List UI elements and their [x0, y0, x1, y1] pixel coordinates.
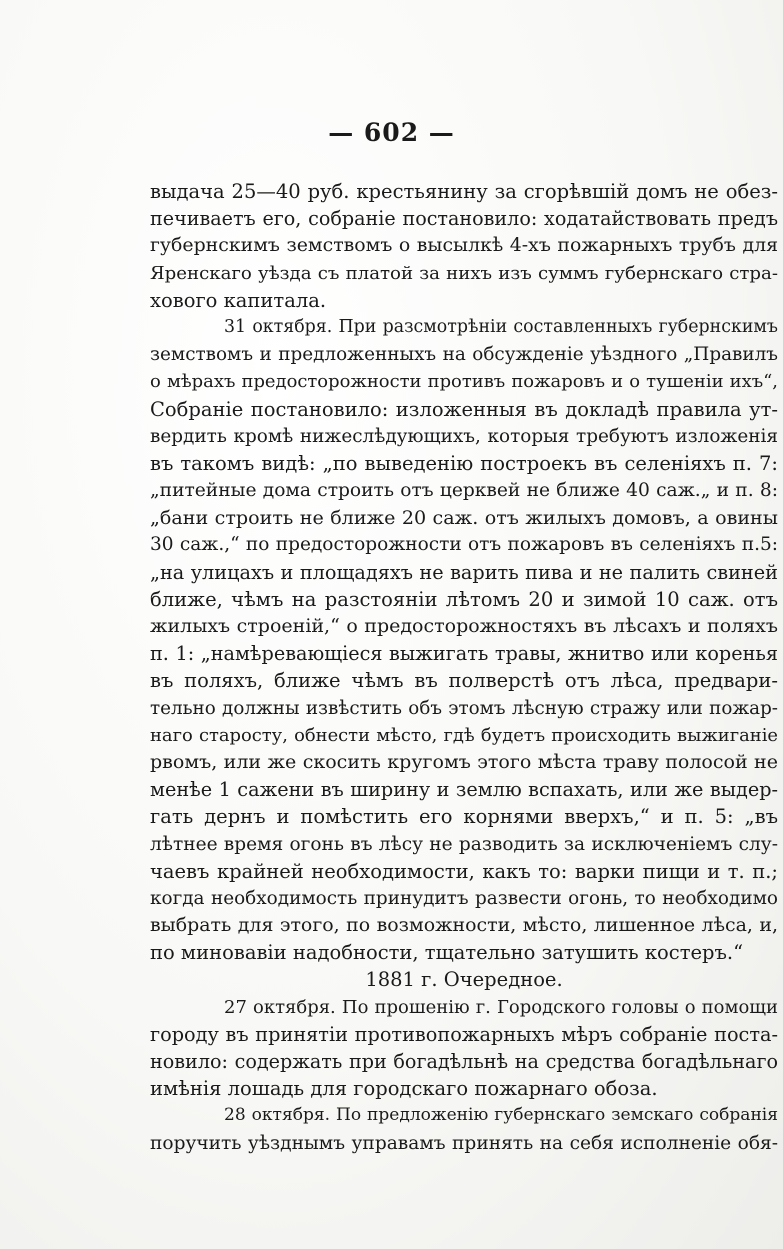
- body-text: [150, 178, 778, 1157]
- text-line: въ поляхъ, ближе чѣмъ въ полверстѣ отъ лѣса, предвари-: [150, 669, 778, 693]
- page-number: — 602 —: [328, 118, 455, 147]
- text-line: тельно должны извѣстить объ этомъ лѣсную стражу или пожар-: [150, 697, 778, 719]
- text-line: чаевъ крайней необходимости, какъ то: варки пищи и т. п.;: [150, 859, 778, 883]
- text-line: губернскимъ земствомъ о высылкѣ 4-хъ пожарныхъ трубъ для: [150, 234, 778, 257]
- text-line: выбрать для этого, по возможности, мѣсто, лишенное лѣса, и,: [150, 914, 778, 937]
- text-line: хового капитала.: [150, 288, 327, 312]
- text-line: наго старосту, обнести мѣсто, гдѣ будетъ происходить выжиганіе: [150, 724, 778, 746]
- text-line: рвомъ, или же скосить кругомъ этого мѣста траву полосой не: [150, 750, 778, 773]
- text-line: лѣтнее время огонь въ лѣсу не разводить за исключеніемъ слу-: [150, 833, 778, 855]
- text-line: 28 октября. По предложенію губернскаго земскаго собранія: [224, 1105, 778, 1126]
- text-line: менѣе 1 сажени въ ширину и землю вспахать, или же выдер-: [150, 778, 778, 802]
- text-line: выдача 25—40 руб. крестьянину за сгорѣвшій домъ не обез-: [150, 180, 778, 203]
- text-line: новило: содержать при богадѣльнѣ на средства богадѣльнаго: [150, 1050, 778, 1073]
- text-line: по миновавіи надобности, тщательно затушить костеръ.“: [150, 941, 744, 965]
- text-line: Яренскаго уѣзда съ платой за нихъ изъ суммъ губернскаго стра-: [150, 262, 778, 284]
- text-line: земствомъ и предложенныхъ на обсужденіе уѣздного „Правилъ: [150, 344, 778, 366]
- text-line: 27 октября. По прошенію г. Городского головы о помощи: [224, 996, 778, 1018]
- text-line: „бани строить не ближе 20 саж. отъ жилыхъ домовъ, а овины: [150, 506, 778, 530]
- text-line: въ такомъ видѣ: „по выведенію построекъ въ селеніяхъ п. 7:: [150, 451, 778, 475]
- text-line: ближе, чѣмъ на разстояніи лѣтомъ 20 и зимой 10 саж. отъ: [150, 587, 778, 611]
- text-line: п. 1: „намѣревающіеся выжигать травы, жнитво или коренья: [150, 642, 778, 666]
- text-line: о мѣрахъ предосторожности противъ пожаровъ и о тушеніи ихъ“,: [150, 371, 778, 393]
- text-line: „на улицахъ и площадяхъ не варить пива и не палить свиней: [150, 560, 778, 584]
- text-line: жилыхъ строеній,“ о предосторожностяхъ въ лѣсахъ и поляхъ: [150, 615, 778, 637]
- text-line: когда необходимость принудитъ развести огонь, то необходимо: [150, 887, 778, 909]
- text-line: гать дернъ и помѣстить его корнями вверхъ,“ и п. 5: „въ: [150, 805, 778, 829]
- text-line: вердить кромѣ нижеслѣдующихъ, которыя требуютъ изложенія: [150, 425, 778, 447]
- text-line: имѣнія лошадь для городскаго пожарнаго обоза.: [150, 1077, 658, 1101]
- section-heading: 1881 г. Очередное.: [365, 968, 563, 992]
- text-line: печиваетъ его, собраніе постановило: ходатайствовать предъ: [150, 207, 778, 231]
- text-line: поручить уѣзднымъ управамъ принять на себя исполненіе обя-: [150, 1132, 778, 1154]
- text-line: 31 октября. При разсмотрѣніи составленныхъ губернскимъ: [224, 316, 778, 337]
- text-line: 30 саж.,“ по предосторожности отъ пожаровъ въ селеніяхъ п.5:: [150, 534, 778, 556]
- text-line: Собраніе постановило: изложенныя въ докладѣ правила ут-: [150, 397, 778, 421]
- text-line: городу въ принятіи противопожарныхъ мѣръ собраніе поста-: [150, 1022, 778, 1046]
- text-line: „питейные дома строить отъ церквей не ближе 40 саж.„ и п. 8:: [150, 480, 778, 502]
